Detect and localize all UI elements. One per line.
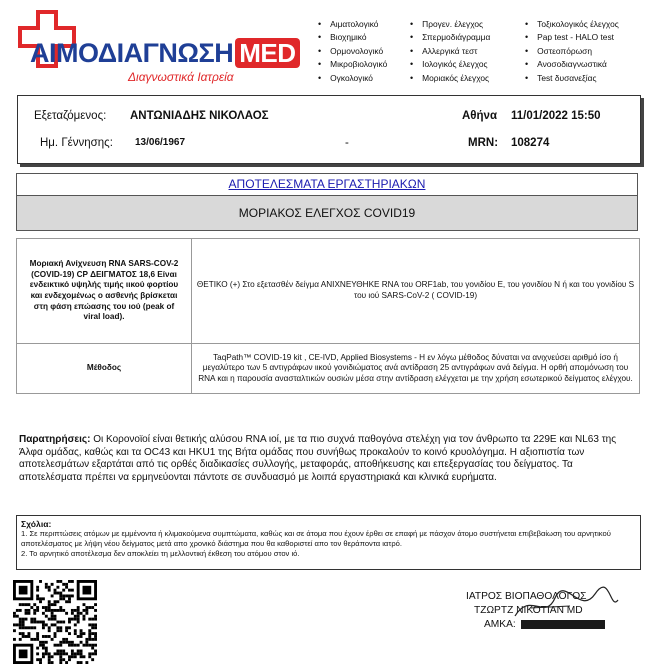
service-item: • Τοξικολογικός έλεγχος bbox=[525, 18, 619, 31]
comment-item: 1. Σε περιπτώσεις ατόμων με εμμένοντα ή κλιμακούμενα συμπτώματα, καθώς και σε άτομα που έχουν έρθει σε επαφή με πάσχον άτομο συστήνεται επιβεβαίωση του αρνητικού αποτελέσματος με λήψη νέου δείγματος μετά απο χρονικό διάστημα που θα καθοριστεί απο τον θεράποντα ιατρό. bbox=[21, 529, 611, 548]
service-item: • Ογκολογικό bbox=[318, 72, 387, 85]
mrn-value: 108274 bbox=[511, 137, 550, 149]
test-result: ΘΕΤΙΚΟ (+) Στο εξετασθέν δείγμα ΑΝΙΧΝΕΥΘΗΚΕ RNA του ORF1ab, του γονιδίου E, του γονιδίου N ή και του γονιδίου S του ιού SARS-CoV-2 ( COVID-19) bbox=[196, 280, 635, 300]
signature-block bbox=[460, 590, 605, 632]
report-datetime: 11/01/2022 15:50 bbox=[511, 110, 601, 122]
comment-item: 2. Το αρνητικό αποτέλεσμα δεν αποκλείει τη μελλοντική έκθεση του ατόμου στον ιό. bbox=[21, 549, 300, 558]
service-item: • Test δυσανεξίας bbox=[525, 72, 619, 85]
results-title: ΑΠΟΤΕΛΕΣΜΑΤΑ ΕΡΓΑΣΤΗΡΙΑΚΩΝ bbox=[16, 173, 638, 196]
brand-badge: MED bbox=[235, 38, 299, 68]
signature-scribble-icon bbox=[510, 586, 620, 626]
examinee-label: Εξεταζόμενος: bbox=[34, 110, 107, 122]
results-table bbox=[16, 238, 640, 394]
dob-value: 13/06/1967 bbox=[135, 137, 186, 148]
method-description: TaqPath™ COVID-19 kit , CE-IVD, Applied Biosystems - Η εν λόγω μέθοδος δύναται να ανιχνεύσει αριθμό ίσο ή μεγαλύτερο των 5 αντιγράφων ιικού γονιδιώματος ανά αντίδραση 25 αντιγράφων ανά δείγμα. Η ορθή απομόνωση του RNA και η παρουσία ανασταλτικών ουσιών μέσα στην αντίδραση ελέγχεται με την χρήση εσωτερικού δείγματος ελέγχου. bbox=[198, 352, 633, 383]
services-column-3 bbox=[525, 18, 619, 85]
results-subtitle: ΜΟΡΙΑΚΟΣ ΕΛΕΓΧΟΣ COVID19 bbox=[16, 196, 638, 231]
brand-name: ΑΙΜΟΔΙΑΓΝΩΣΗ MED bbox=[30, 38, 300, 68]
brand-logo bbox=[10, 8, 310, 88]
table-row bbox=[17, 239, 192, 344]
table-row bbox=[192, 344, 639, 393]
dob-separator: - bbox=[345, 137, 349, 149]
doctor-name-row bbox=[460, 604, 605, 618]
brand-subtitle: Διαγνωστικά Ιατρεία bbox=[128, 70, 234, 84]
test-name: Μοριακή Ανίχνευση RNA SARS-COV-2 (COVID-19) CP ΔΕΙΓΜΑΤΟΣ 18,6 Είναι ενδεικτικό υψηλής τιμής ιικού φορτίου και ενδεχομένως ο ασθενής βρίσκεται στη φάση επώασης του ιού (peak of viral load). bbox=[29, 259, 179, 322]
patient-info-box bbox=[17, 95, 641, 164]
service-item: • Pap test - HALO test bbox=[525, 31, 619, 44]
mrn-label: MRN: bbox=[468, 137, 499, 149]
comments-box bbox=[16, 515, 641, 570]
examinee-name: ΑΝΤΩΝΙΑΔΗΣ ΝΙΚΟΛΑΟΣ bbox=[130, 110, 269, 122]
services-column-1 bbox=[318, 18, 387, 85]
table-row bbox=[192, 239, 639, 344]
service-item: • Ιολογικός έλεγχος bbox=[410, 58, 490, 71]
observations-text: Οι Κορονοϊοί είναι θετικής αλύσου RNA ιοί, με τα πιο συχνά παθογόνα στελέχη για τον άνθρωπο τα 229E και NL63 της Άλφα ομάδας, καθώς και τα OC43 και HKU1 της Βήτα ομάδας που συνήθως προκαλούν το κοινό κρυολόγημα. Η αξιοπιστία των αποτελεσμάτων εξαρτάται από τις ορθές διαδικασίες συλλογής, μεταφοράς, αποθήκευσης και επεξεργασίας του δείγματος. Τα αποτελέσματα πρέπει να ερμηνεύονται πάντοτε σε συνδυασμό με λοιπά εργαστηριακά και κλινικά ευρήματα. bbox=[19, 434, 617, 483]
license-label: ΑΜΚΑ: bbox=[484, 619, 516, 630]
observations bbox=[19, 434, 631, 484]
dob-label: Ημ. Γέννησης: bbox=[40, 137, 113, 149]
report-city: Αθήνα bbox=[462, 110, 498, 122]
doctor-name: ΤΖΩΡΤΖ ΝΙΚΟΤΙΑΝ MD bbox=[474, 605, 583, 616]
method-label: Μέθοδος bbox=[86, 363, 122, 373]
results-header bbox=[16, 173, 638, 231]
doctor-role: ΙΑΤΡΟΣ ΒΙΟΠΑΘΟΛΟΓΟΣ bbox=[466, 591, 587, 602]
service-item: • Αλλεργικά τεστ bbox=[410, 45, 490, 58]
service-item: • Προγεν. έλεγχος bbox=[410, 18, 490, 31]
service-item: • Βιοχημικό bbox=[318, 31, 387, 44]
comments-title: Σχόλια: bbox=[21, 519, 52, 529]
service-item: • Αιματολογικό bbox=[318, 18, 387, 31]
observations-label: Παρατηρήσεις: bbox=[19, 434, 91, 445]
services-column-2 bbox=[410, 18, 490, 85]
service-item: • Μοριακός έλεγχος bbox=[410, 72, 490, 85]
service-item: • Μικροβιολογικό bbox=[318, 58, 387, 71]
service-item: • Ανοσοδιαγνωστικά bbox=[525, 58, 619, 71]
qr-code-icon bbox=[13, 580, 97, 664]
table-row bbox=[17, 344, 192, 393]
service-item: • Οστεοπόρωση bbox=[525, 45, 619, 58]
service-item: • Ορμονολογικό bbox=[318, 45, 387, 58]
service-item: • Σπερμοδιάγραμμα bbox=[410, 31, 490, 44]
